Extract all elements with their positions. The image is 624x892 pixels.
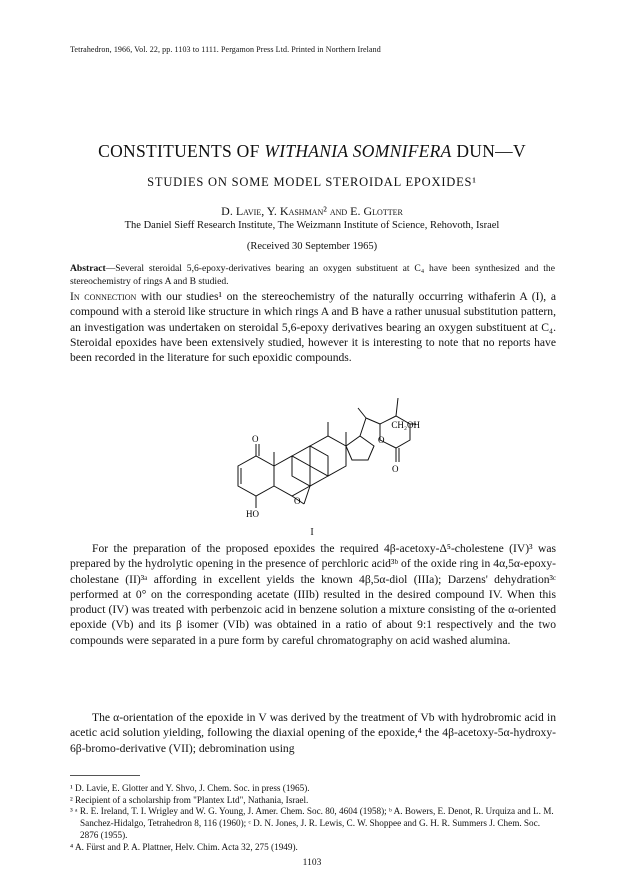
title-species: WITHANIA SOMNIFERA	[264, 141, 452, 161]
paper-title	[0, 141, 624, 162]
hydroxyl-label: HO	[246, 509, 259, 519]
body-paragraph-orientation: The α-orientation of the epoxide in V was derived by the treatment of Vb with hydrobromic acid in acetic acid solution yielding, following the diaxial opening of the epoxide,⁴ the 4β-acetoxy-5α-hydroxy-6β-bromo-derivative (VII); debromination using	[70, 711, 556, 755]
title-prefix: CONSTITUENTS OF	[98, 141, 265, 161]
epoxide-oxygen-label: O	[294, 496, 301, 506]
abstract	[70, 262, 555, 288]
title-suffix: DUN—V	[451, 141, 526, 161]
paper-subtitle: STUDIES ON SOME MODEL STEROIDAL EPOXIDES¹	[147, 175, 477, 189]
footnote-1: ¹ D. Lavie, E. Glotter and Y. Shvo, J. Chem. Soc. in press (1965).	[70, 783, 310, 793]
intro-paragraph	[70, 289, 556, 365]
lactone-oxygen-label: O	[378, 435, 385, 445]
lactone-carbonyl-label: O	[392, 464, 399, 474]
intro-lead: In connection	[70, 290, 137, 303]
footnote-4: ⁴ A. Fürst and P. A. Plattner, Helv. Chim. Acta 32, 275 (1949).	[70, 841, 298, 852]
footnote-divider	[70, 775, 140, 776]
body-paragraph-preparation: For the preparation of the proposed epoxides the required 4β-acetoxy-Δ⁵-cholestene (IV)³ was prepared by the hydrolytic opening in the presence of perchloric acid³ᵇ of the oxide ring in 4α,5α-epoxy-cholestane (II)³ᵃ affording in excellent yields the known 4β,5α-diol (IIIa); Darzens' dehydration³ᶜ performed at 0° on the corresponding acetate (IIIb) resulted in the desired compound IV. When this product (IV) was treated with perbenzoic acid in benzene solution a mixture consisting of the α-oriented epoxide (Vb) and its β isomer (VIb) was obtained in a ratio of about 9:1 respectively and the two compounds were separated in a pure form by careful chromatography on acid washed alumina.	[70, 542, 556, 647]
abstract-label: Abstract	[70, 263, 106, 274]
footnote-3: ³ ᵃ R. E. Ireland, T. I. Wrigley and W. G. Young, J. Amer. Chem. Soc. 80, 4604 (1958); ᵇ A. Bowers, E. Denot, R. Urquiza and L. M. Sanchez-Hidalgo, Tetrahedron 8, 116 (1960); ᶜ D. N. Jones, J. R. Lewis, C. W. Shoppee and G. H. R. Summers J. Chem. Soc. 2876 (1955).	[70, 806, 554, 840]
hydroxymethyl-label: CH₂OH	[391, 420, 420, 430]
journal-masthead: Tetrahedron, 1966, Vol. 22, pp. 1103 to 1111. Pergamon Press Ltd. Printed in Northern Ireland	[70, 45, 381, 54]
received-date: (Received 30 September 1965)	[246, 241, 378, 252]
structure-label: I	[310, 527, 314, 538]
intro-text: with our studies¹ on the stereochemistry of the naturally occurring withaferin A (I), a compound with a steroid like structure in which rings A and B have a rather unusual substitution pattern, an investigation was undertaken on steroidal 5,6-epoxy derivatives bearing an oxygen substituent at C₄. Steroidal epoxides have been extensively studied, however it is interesting to note that no reports have been recorded in the literature for such epoxidic compounds.	[70, 290, 556, 365]
abstract-text: —Several steroidal 5,6-epoxy-derivatives bearing an oxygen substituent at C₄ have been synthesized and the stereochemistry of rings A and B studied.	[70, 263, 555, 287]
withaferin-structure-diagram	[220, 380, 420, 522]
footnotes	[70, 783, 560, 853]
carbonyl-oxygen-label: O	[252, 434, 259, 444]
footnote-2: ² Recipient of a scholarship from "Plantex Ltd", Nathania, Israel.	[70, 794, 309, 805]
affiliation: The Daniel Sieff Research Institute, The Weizmann Institute of Science, Rehovoth, Israel	[124, 220, 500, 231]
page-number: 1103	[302, 858, 322, 868]
author-list: D. Lavie, Y. Kashman² and E. Glotter	[221, 204, 403, 218]
